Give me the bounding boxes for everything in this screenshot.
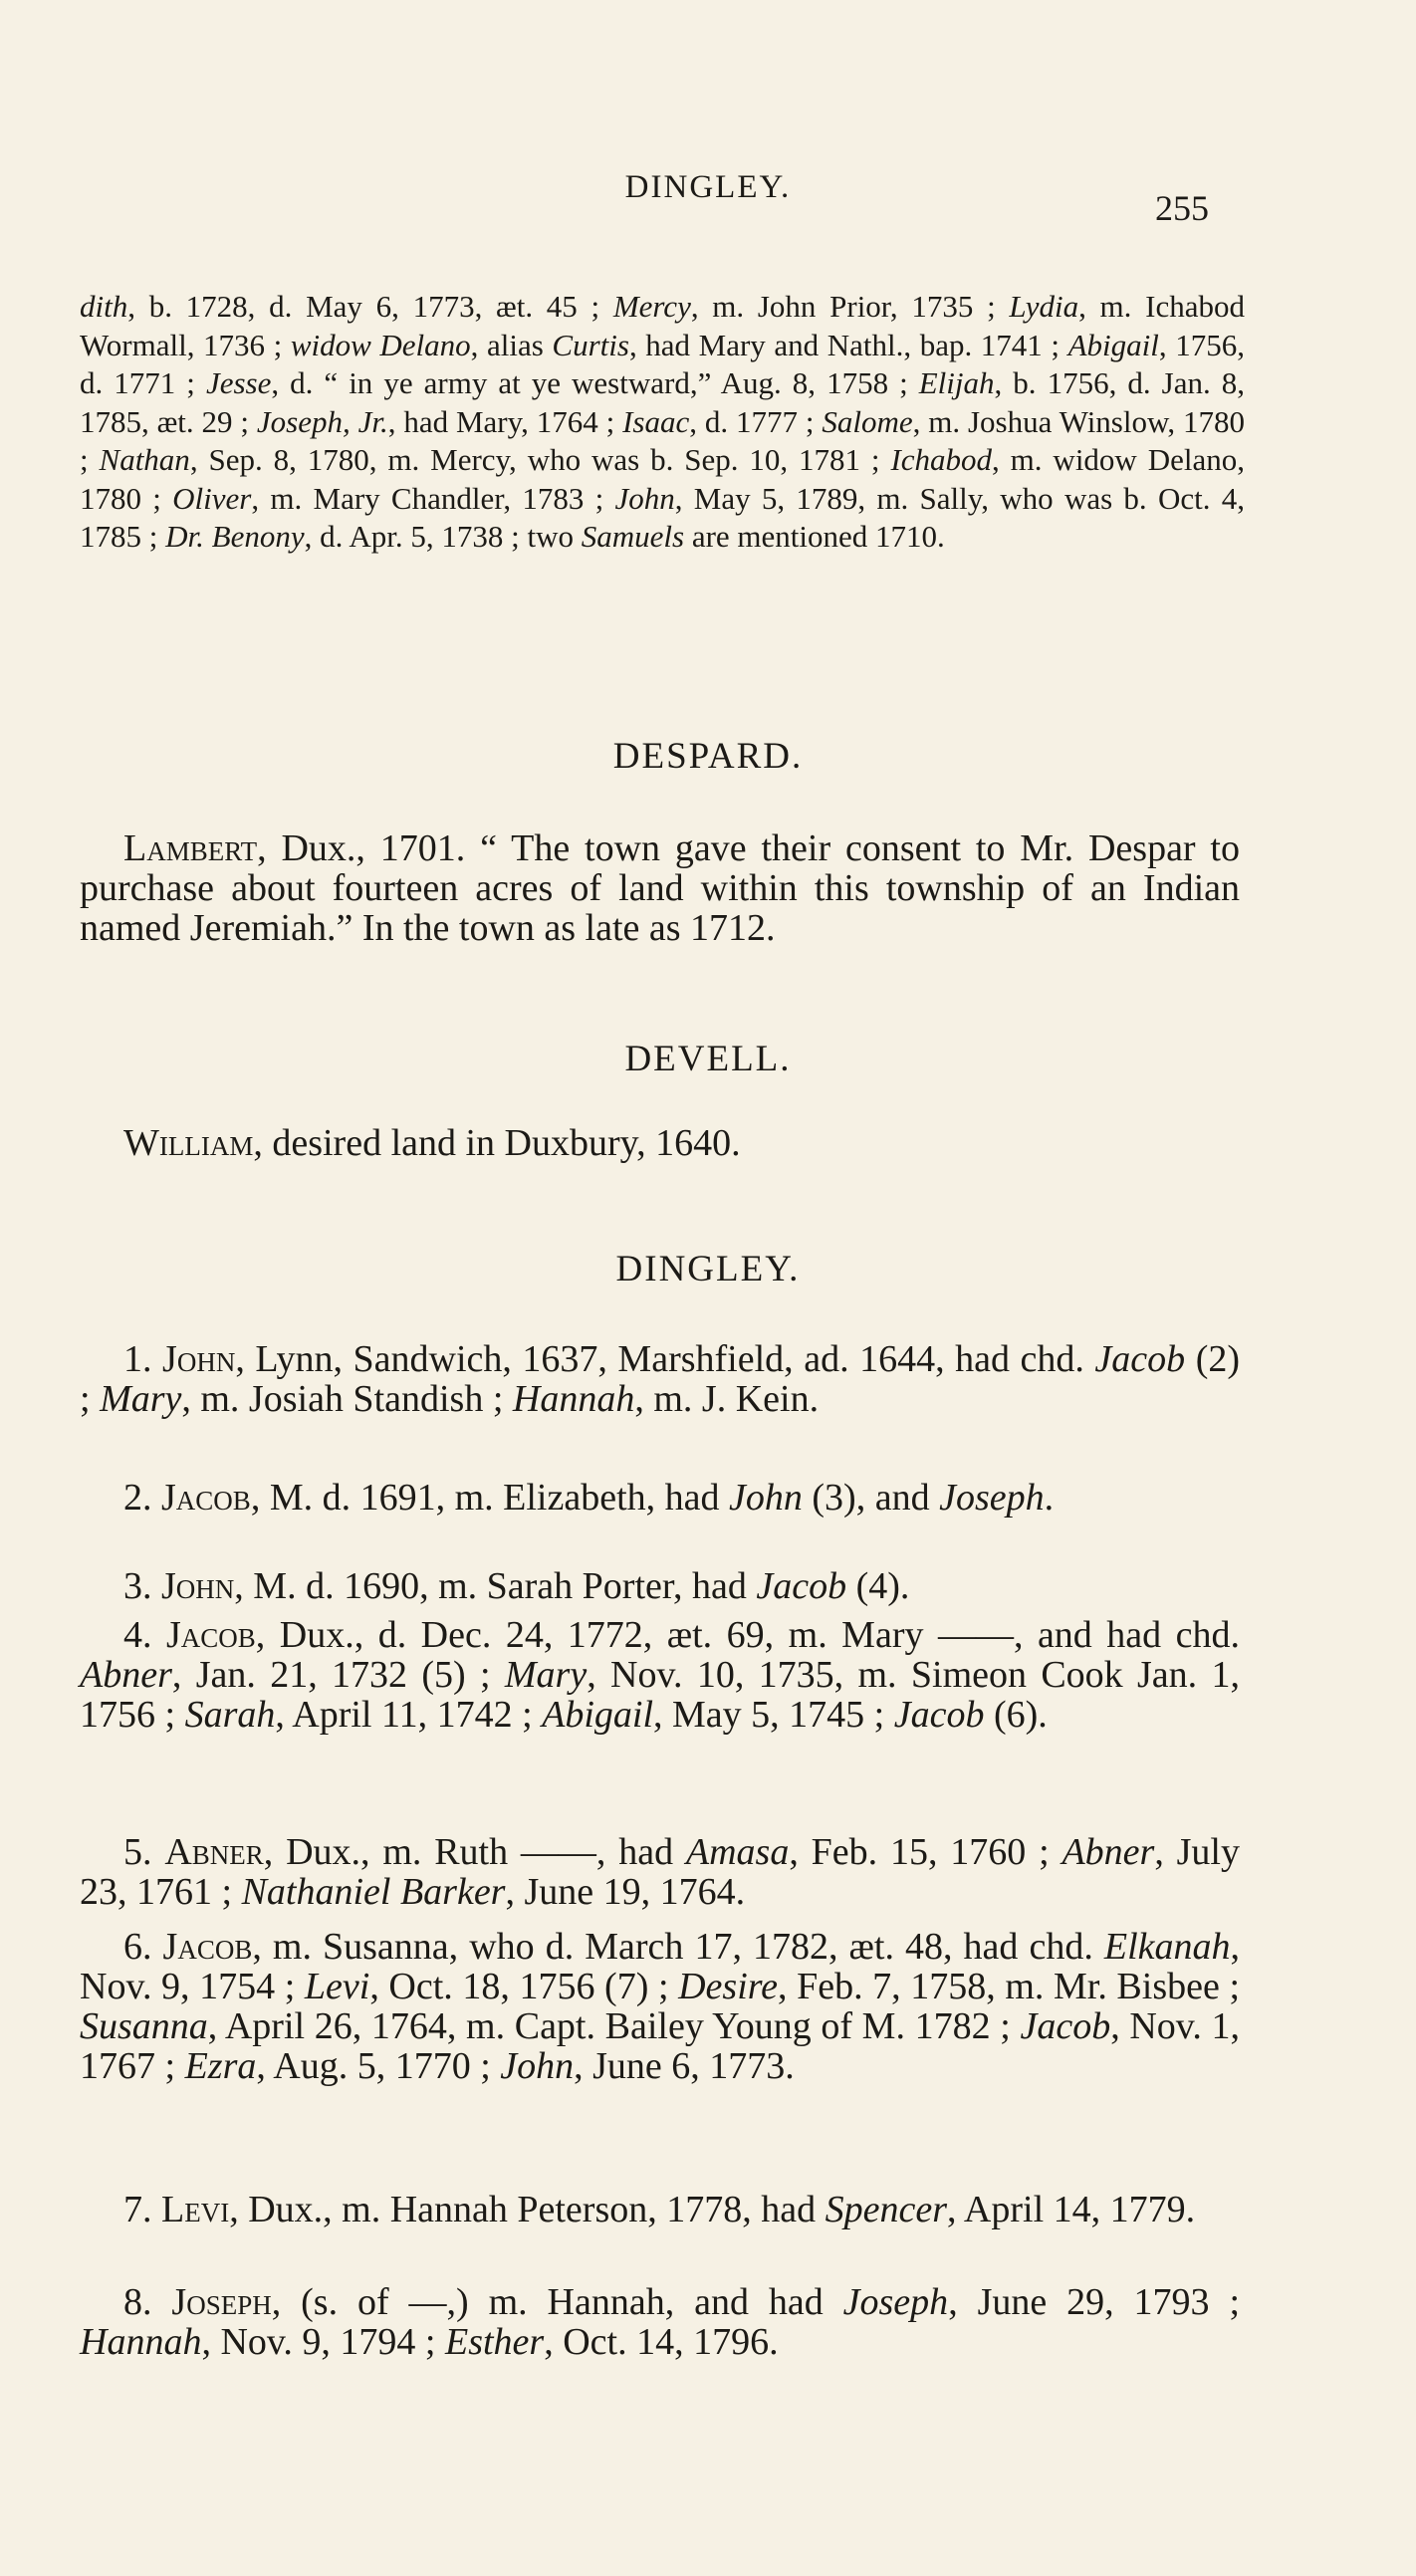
- italic-name: Spencer: [825, 2189, 948, 2230]
- dingley-entry: [80, 1339, 1240, 1419]
- dingley-entry: [80, 1615, 1240, 1735]
- small-caps-name: Joseph: [171, 2281, 272, 2323]
- text-run: , m. John Prior, 1735 ;: [690, 289, 1010, 324]
- dingley-entry: [80, 2190, 1240, 2229]
- text-run: , had Mary, 1764 ;: [387, 403, 623, 439]
- text-run: , Nov. 10, 1735, m. Simeon Cook Jan. 1, 1756 ;: [80, 1654, 1240, 1736]
- dingley-entry: [80, 1832, 1240, 1912]
- text-run: , b. 1756, d. Jan. 8, 1785, æt. 29 ;: [80, 365, 1245, 439]
- italic-name: Joseph: [939, 1477, 1045, 1519]
- text-run: , Nov. 9, 1754 ;: [80, 1926, 1240, 2007]
- italic-name: Elijah: [918, 365, 995, 400]
- small-caps-name: Lambert: [123, 827, 258, 869]
- devell-paragraph: [80, 1123, 1240, 1163]
- italic-name: John: [729, 1477, 803, 1519]
- italic-name: Joseph: [842, 2281, 949, 2323]
- italic-name: Desire: [678, 1966, 778, 2007]
- text-run: , had Mary and Nathl., bap. 1741 ;: [628, 327, 1068, 362]
- italic-name: Sarah: [184, 1694, 276, 1736]
- italic-name: Samuels: [581, 519, 685, 554]
- italic-name: Nathan: [99, 442, 190, 477]
- text-run: , desired land in Duxbury, 1640.: [253, 1122, 741, 1164]
- text-run: (4).: [846, 1565, 910, 1607]
- small-caps-name: Jacob: [165, 1614, 256, 1656]
- text-run: , d. “ in ye army at ye westward,” Aug. 8, 1758 ;: [271, 365, 919, 400]
- text-run: (2) ;: [80, 1338, 1240, 1420]
- text-run: , m. widow Delano, 1780 ;: [80, 442, 1245, 516]
- text-run: , Dux., 1701. “ The town gave their consent to Mr. Despar to purchase about fourteen acres of land within this township of an Indian named Jeremiah.” In the town as late as 1712.: [80, 827, 1240, 949]
- text-run: , d. Apr. 5, 1738 ; two: [304, 519, 582, 554]
- text-run: , (s. of —,) m. Hannah, and had: [271, 2281, 843, 2323]
- text-run: , m. Joshua Winslow, 1780 ;: [80, 403, 1245, 477]
- text-run: 2.: [123, 1477, 161, 1519]
- text-run: , 1756, d. 1771 ;: [80, 327, 1245, 400]
- despard-paragraph: [80, 828, 1240, 948]
- italic-name: Mercy: [612, 289, 691, 324]
- text-run: 4.: [123, 1614, 166, 1656]
- text-run: 3.: [123, 1565, 161, 1607]
- italic-name: dith: [80, 289, 128, 324]
- section-title-devell: DEVELL.: [624, 1039, 792, 1079]
- text-run: , m. Mary Chandler, 1783 ;: [251, 480, 615, 516]
- italic-name: Mary: [504, 1654, 588, 1696]
- italic-name: Ichabod: [890, 442, 993, 477]
- italic-name: Jacob: [1020, 2005, 1111, 2047]
- text-run: , Feb. 7, 1758, m. Mr. Bisbee ;: [778, 1966, 1240, 2007]
- text-run: , m. Susanna, who d. March 17, 1782, æt. 48, had chd.: [252, 1926, 1104, 1968]
- text-run: , Dux., m. Ruth ——, had: [263, 1831, 686, 1873]
- text-run: , Nov. 9, 1794 ;: [201, 2321, 445, 2363]
- text-run: 1.: [123, 1338, 163, 1380]
- text-run: , Oct. 18, 1756 (7) ;: [369, 1966, 679, 2007]
- italic-name: Joseph, Jr.: [256, 403, 388, 439]
- italic-name: John: [500, 2045, 575, 2087]
- italic-name: Hannah: [80, 2321, 202, 2363]
- continuation-paragraph: [80, 288, 1245, 557]
- text-run: , Nov. 1, 1767 ;: [80, 2005, 1240, 2087]
- text-run: , May 5, 1789, m. Sally, who was b. Oct. 4, 1785 ;: [80, 480, 1245, 554]
- italic-name: Isaac: [622, 403, 690, 439]
- text-run: , Lynn, Sandwich, 1637, Marshfield, ad. 1644, had chd.: [235, 1338, 1095, 1380]
- dingley-entry: [80, 2282, 1240, 2362]
- small-caps-name: John: [162, 1338, 236, 1380]
- text-run: are mentioned 1710.: [684, 519, 945, 554]
- text-run: , June 19, 1764.: [505, 1871, 746, 1913]
- italic-name: Salome: [822, 403, 913, 439]
- text-run: , m. Josiah Standish ;: [181, 1378, 513, 1420]
- text-run: , Feb. 15, 1760 ;: [789, 1831, 1062, 1873]
- dingley-entry: [80, 1478, 1240, 1518]
- italic-name: Elkanah: [1103, 1926, 1231, 1968]
- small-caps-name: Levi: [161, 2189, 230, 2230]
- italic-name: Mary: [100, 1378, 182, 1420]
- dingley-entry: [80, 1566, 1240, 1606]
- italic-name: Dr. Benony: [165, 519, 305, 554]
- text-run: , June 6, 1773.: [574, 2045, 795, 2087]
- text-run: , Jan. 21, 1732 (5) ;: [171, 1654, 505, 1696]
- small-caps-name: Jacob: [162, 1926, 253, 1968]
- small-caps-name: William: [123, 1122, 254, 1164]
- section-title-dingley: DINGLEY.: [615, 1249, 801, 1289]
- text-run: , Aug. 5, 1770 ;: [256, 2045, 501, 2087]
- italic-name: John: [614, 480, 675, 516]
- text-run: , m. J. Kein.: [634, 1378, 820, 1420]
- text-run: , m. Ichabod Wormall, 1736 ;: [80, 289, 1245, 362]
- text-run: , d. 1777 ;: [689, 403, 823, 439]
- text-run: , M. d. 1690, m. Sarah Porter, had: [234, 1565, 757, 1607]
- italic-name: Esther: [445, 2321, 545, 2363]
- italic-name: Lydia: [1009, 289, 1079, 324]
- text-run: , alias: [470, 327, 553, 362]
- italic-name: widow Delano: [290, 327, 471, 362]
- text-run: , Oct. 14, 1796.: [544, 2321, 779, 2363]
- text-run: 7.: [123, 2189, 161, 2230]
- page-number: 255: [1155, 188, 1209, 228]
- text-run: , Dux., m. Hannah Peterson, 1778, had: [229, 2189, 826, 2230]
- text-run: , July 23, 1761 ;: [80, 1831, 1240, 1913]
- running-head: DINGLEY.: [624, 169, 792, 205]
- italic-name: Jesse: [205, 365, 272, 400]
- dingley-entry: [80, 1927, 1240, 2086]
- text-run: (6).: [984, 1694, 1048, 1736]
- text-run: .: [1044, 1477, 1055, 1519]
- italic-name: Jacob: [756, 1565, 847, 1607]
- italic-name: Ezra: [184, 2045, 257, 2087]
- text-run: 5.: [123, 1831, 165, 1873]
- italic-name: Abigail: [542, 1694, 654, 1736]
- small-caps-name: Jacob: [161, 1477, 251, 1519]
- text-run: , June 29, 1793 ;: [948, 2281, 1241, 2323]
- italic-name: Jacob: [893, 1694, 985, 1736]
- text-run: (3), and: [802, 1477, 940, 1519]
- section-title-despard: DESPARD.: [612, 736, 804, 777]
- italic-name: Hannah: [512, 1378, 635, 1420]
- italic-name: Jacob: [1094, 1338, 1186, 1380]
- small-caps-name: John: [161, 1565, 235, 1607]
- text-run: , b. 1728, d. May 6, 1773, æt. 45 ;: [127, 289, 613, 324]
- italic-name: Oliver: [172, 480, 252, 516]
- text-run: 6.: [123, 1926, 163, 1968]
- italic-name: Curtis: [552, 327, 629, 362]
- italic-name: Susanna: [80, 2005, 208, 2047]
- text-run: , Sep. 8, 1780, m. Mercy, who was b. Sep. 10, 1781 ;: [189, 442, 891, 477]
- text-run: , May 5, 1745 ;: [653, 1694, 894, 1736]
- italic-name: Abner: [80, 1654, 172, 1696]
- text-run: , M. d. 1691, m. Elizabeth, had: [250, 1477, 730, 1519]
- italic-name: Abigail: [1067, 327, 1159, 362]
- text-run: , April 26, 1764, m. Capt. Bailey Young of M. 1782 ;: [207, 2005, 1021, 2047]
- text-run: 8.: [123, 2281, 172, 2323]
- italic-name: Levi: [304, 1966, 370, 2007]
- text-run: , April 14, 1779.: [947, 2189, 1196, 2230]
- italic-name: Nathaniel Barker: [241, 1871, 506, 1913]
- italic-name: Abner: [1062, 1831, 1155, 1873]
- small-caps-name: Abner: [164, 1831, 264, 1873]
- text-run: , Dux., d. Dec. 24, 1772, æt. 69, m. Mary ——, and had chd.: [255, 1614, 1240, 1656]
- text-run: , April 11, 1742 ;: [275, 1694, 543, 1736]
- italic-name: Amasa: [685, 1831, 790, 1873]
